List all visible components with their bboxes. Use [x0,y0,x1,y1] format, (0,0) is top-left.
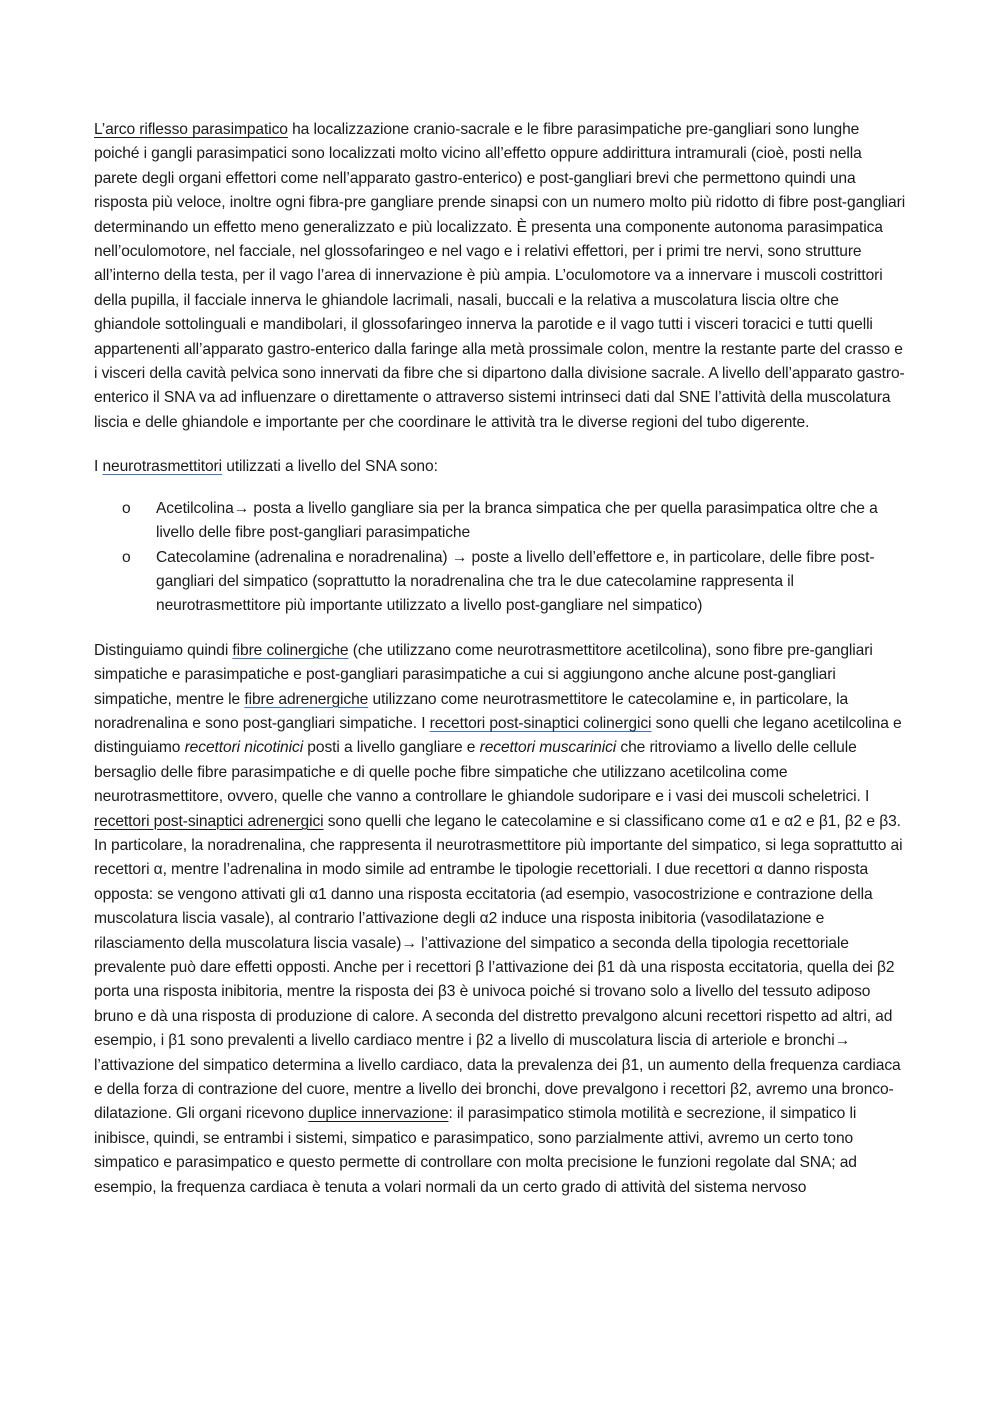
term-adrenergic-fibers: fibre adrenergiche [244,690,369,708]
paragraph-neurotransmitters-intro [94,455,908,479]
paragraph-text: I [94,458,103,476]
term-adrenergic-receptors: recettori post-sinaptici adrenergici [94,812,324,830]
paragraph-text: (che utilizzano come neurotrasmettitore acetilcolina), sono fibre pre-gangliari simpatiche e parasimpatiche e post-gangliari parasimpatiche a cui si aggiungono anche alcune post-gangliari simpatiche, mentre le [94,641,873,708]
paragraph-fibers-receptors [94,639,908,1200]
paragraph-text: : il parasimpatico stimola motilità e secrezione, il simpatico li inibisce, quindi, se entrambi i sistemi, simpatico e parasimpatico, sono parzialmente attivi, avremo un certo tono simpatico e parasimpatico e questo permette di controllare con molta precisione le funzioni regolate dal SNA; ad esempio, la frequenza cardiaca è tenuta a volari normali da un certo grado di attività del sistema nervoso [94,1105,857,1196]
neurotransmitter-list [94,497,908,619]
paragraph-text: Distinguiamo quindi [94,641,233,659]
term-muscarinic-receptors: recettori muscarinici [479,739,617,757]
paragraph-text: posti a livello gangliare e [303,739,480,757]
list-item: o Catecolamine (adrenalina e noradrenalina) → poste a livello dell’effettore e, in particolare, delle fibre post-gangliari del simpatico (soprattutto la noradrenalina che tra le due catecolamine rappresenta il neurotrasmettitore più importante utilizzato a livello post-gangliare nel simpatico) [156,546,908,619]
paragraph-text: utilizzano come neurotrasmettitore le catecolamine e, in particolare, la noradrenalina e sono post-gangliari simpatiche. I [94,690,849,732]
paragraph-text: ha localizzazione cranio-sacrale e le fibre parasimpatiche pre-gangliari sono lunghe poiché i gangli parasimpatici sono localizzati molto vicino all’effetto oppure addirittura intramurali (cioè, posti nella parete degli organi effettori come nell’apparato gastro-enterico) e post-gangliari brevi che permettono quindi una risposta più veloce, inoltre ogni fibra-pre gangliare prende sinapsi con un numero molto più ridotto di fibre post-gangliari determinando un effetto meno generalizzato e più localizzato. È presenta una componente autonoma parasimpatica nell’oculomotore, nel facciale, nel glossofaringeo e nel vago e i relativi effettori, per i primi tre nervi, sono strutture all’interno della testa, per il vago l’area di innervazione è più ampia. L’oculomotore va a innervare i muscoli costrittori della pupilla, il facciale innerva le ghiandole lacrimali, nasali, buccali e la relativa a muscolatura liscia oltre che ghiandole sottolinguali e mandibolari, il glossofaringeo innerva la parotide e il vago tutti i visceri toracici e tutti quelli appartenenti all’apparato gastro-enterico dalla faringe alla metà prossimale colon, mentre la restante parte del crasso e i visceri della cavità pelvica sono innervati da fibre che si dipartono dalla divisione sacrale. A livello dell’apparato gastro-enterico il SNA va ad influenzare o direttamente o attraverso sistemi intrinseci dati dal SNE l’attività della muscolatura liscia e delle ghiandole e importante per che coordinare le attività tra le diverse regioni del tubo digerente. [94,121,906,431]
paragraph-text: sono quelli che legano acetilcolina e distinguiamo [94,714,902,757]
term-cholinergic-fibers: fibre colinergiche [232,641,349,659]
term-parasympathetic-reflex-arc: L’arco riflesso parasimpatico [94,121,288,138]
term-neurotransmitters: neurotrasmettitori [102,458,223,476]
term-dual-innervation: duplice innervazione [308,1105,449,1123]
document-body [94,118,908,1200]
term-cholinergic-receptors: recettori post-sinaptici colinergici [429,714,652,732]
term-nicotinic-receptors: recettori nicotinici [184,739,304,757]
paragraph-parasympathetic-arc [94,118,908,435]
paragraph-text: sono quelli che legano le catecolamine e si classificano come α1 e α2 e β1, β2 e β3. In particolare, la noradrenalina, che rappresenta il neurotrasmettitore più importante del simpatico, si lega soprattutto ai recettori α, mentre l’adrenalina in modo simile ad entrambe le tipologie recettoriali. I due recettori α danno risposta opposta: se vengono attivati gli α1 danno una risposta eccitatoria (ad esempio, vasocostrizione e contrazione della muscolatura liscia vasale), al contrario l’attivazione degli α2 induce una risposta inibitoria (vasodilatazione e rilasciamento della muscolatura liscia vasale)→ l’attivazione del simpatico a seconda della tipologia recettoriale prevalente può dare effetti opposti. Anche per i recettori β l’attivazione dei β1 dà una risposta eccitatoria, quella dei β2 porta una risposta inibitoria, mentre la risposta dei β3 è univoca poiché si trovano solo a livello del tessuto adiposo bruno e dà una risposta di produzione di calore. A seconda del distretto prevalgono alcuni recettori rispetto ad altri, ad esempio, i β1 sono prevalenti a livello cardiaco mentre i β2 a livello di muscolatura liscia di arteriole e bronchi→ l’attivazione del simpatico determina a livello cardiaco, data la prevalenza dei β1, un aumento della frequenza cardiaca e della forza di contrazione del cuore, mentre a livello dei bronchi, dove prevalgono i recettori β2, avremo una bronco-dilatazione. Gli organi ricevono [94,812,903,1123]
paragraph-text: che ritroviamo a livello delle cellule bersaglio delle fibre parasimpatiche e di quelle poche fibre simpatiche che utilizzano acetilcolina come neurotrasmettitore, ovvero, quelle che vanno a controllare le ghiandole sudoripare e i vasi dei muscoli scheletrici. I [94,739,870,806]
list-item: o Acetilcolina→ posta a livello gangliare sia per la branca simpatica che per quella parasimpatica oltre che a livello delle fibre post-gangliari parasimpatiche [156,497,908,546]
paragraph-text: utilizzati a livello del SNA sono: [222,458,438,476]
